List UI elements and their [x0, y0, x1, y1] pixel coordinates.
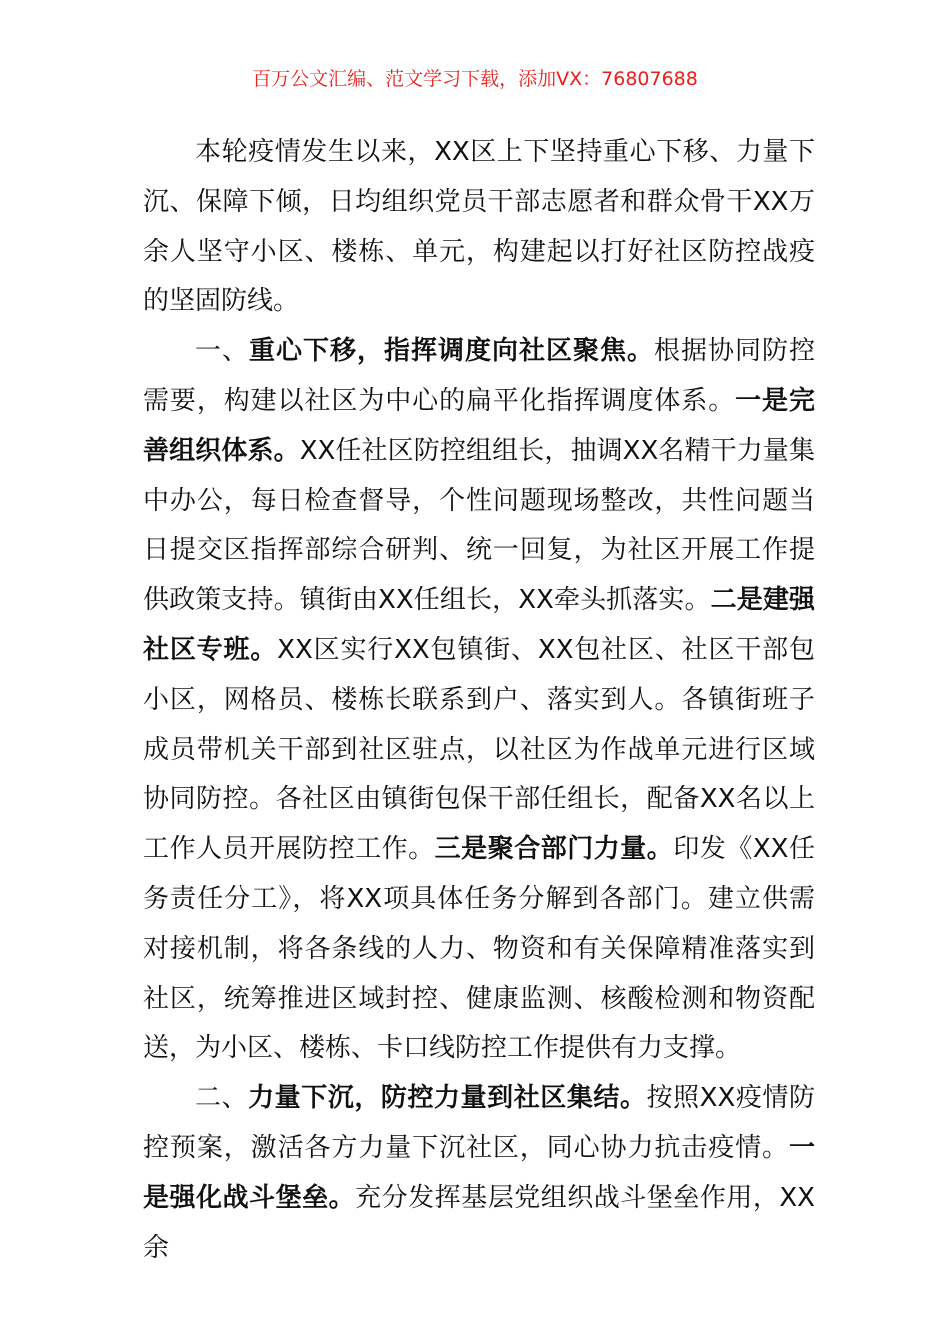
text-run: 充分发挥基层党组织战斗堡垒作用，XX余 — [143, 1182, 815, 1263]
text-run: 根据协同防控需要，构建以社区为中心的扁平化指挥调度体系。 — [143, 336, 815, 416]
subheading: 三是聚合部门力量。 — [434, 834, 674, 865]
subheading: 一是强化战斗堡垒。 — [143, 1132, 815, 1213]
subheading: 一是完善组织体系。 — [143, 385, 815, 466]
text-run: 印发《XX任务责任分工》，将XX项具体任务分解到各部门。建立供需对接机制，将各条线的人力、物资和有关保障精准落实到社区，统筹推进区域封控、健康监测、核酸检测和物资配送，为小区、楼栋、卡口线防控工作提供有力支撑。 — [143, 834, 815, 1064]
section-heading: 重心下移，指挥调度向社区聚焦。 — [249, 336, 654, 367]
header-watermark-line: 百万公文汇编、范文学习下载，添加VX：76807688 — [252, 68, 698, 90]
section-number: 一、 — [195, 336, 249, 367]
section-heading: 力量下沉，防控力量到社区集结。 — [248, 1083, 647, 1114]
text-run: XX任社区防控组组长，抽调XX名精干力量集中办公，每日检查督导，个性问题现场整改，共性问题当日提交区指挥部综合研判、统一回复，为社区开展工作提供政策支持。镇街由XX任组长，XX牵头抓落实。 — [143, 435, 815, 616]
text-run: 按照XX疫情防控预案，激活各方力量下沉社区，同心协力抗击疫情。 — [143, 1083, 815, 1163]
section-number: 二、 — [195, 1083, 249, 1114]
text-run: 本轮疫情发生以来，XX区上下坚持重心下移、力量下沉、保障下倾，日均组织党员干部志愿者和群众骨干XX万余人坚守小区、楼栋、单元，构建起以打好社区防控战疫的坚固防线。 — [143, 137, 815, 317]
subheading: 二是建强社区专班。 — [143, 585, 815, 665]
paragraph-section-2 — [143, 1074, 815, 1273]
paragraph-section-1 — [143, 327, 815, 1074]
document-body — [143, 128, 815, 1273]
text-run: XX区实行XX包镇街、XX包社区、社区干部包小区，网格员、楼栋长联系到户、落实到人。各镇街班子成员带机关干部到社区驻点，以社区为作战单元进行区域协同防控。各社区由镇街包保干部任组长，配备XX名以上工作人员开展防控工作。 — [143, 634, 815, 865]
paragraph-intro — [143, 128, 815, 327]
